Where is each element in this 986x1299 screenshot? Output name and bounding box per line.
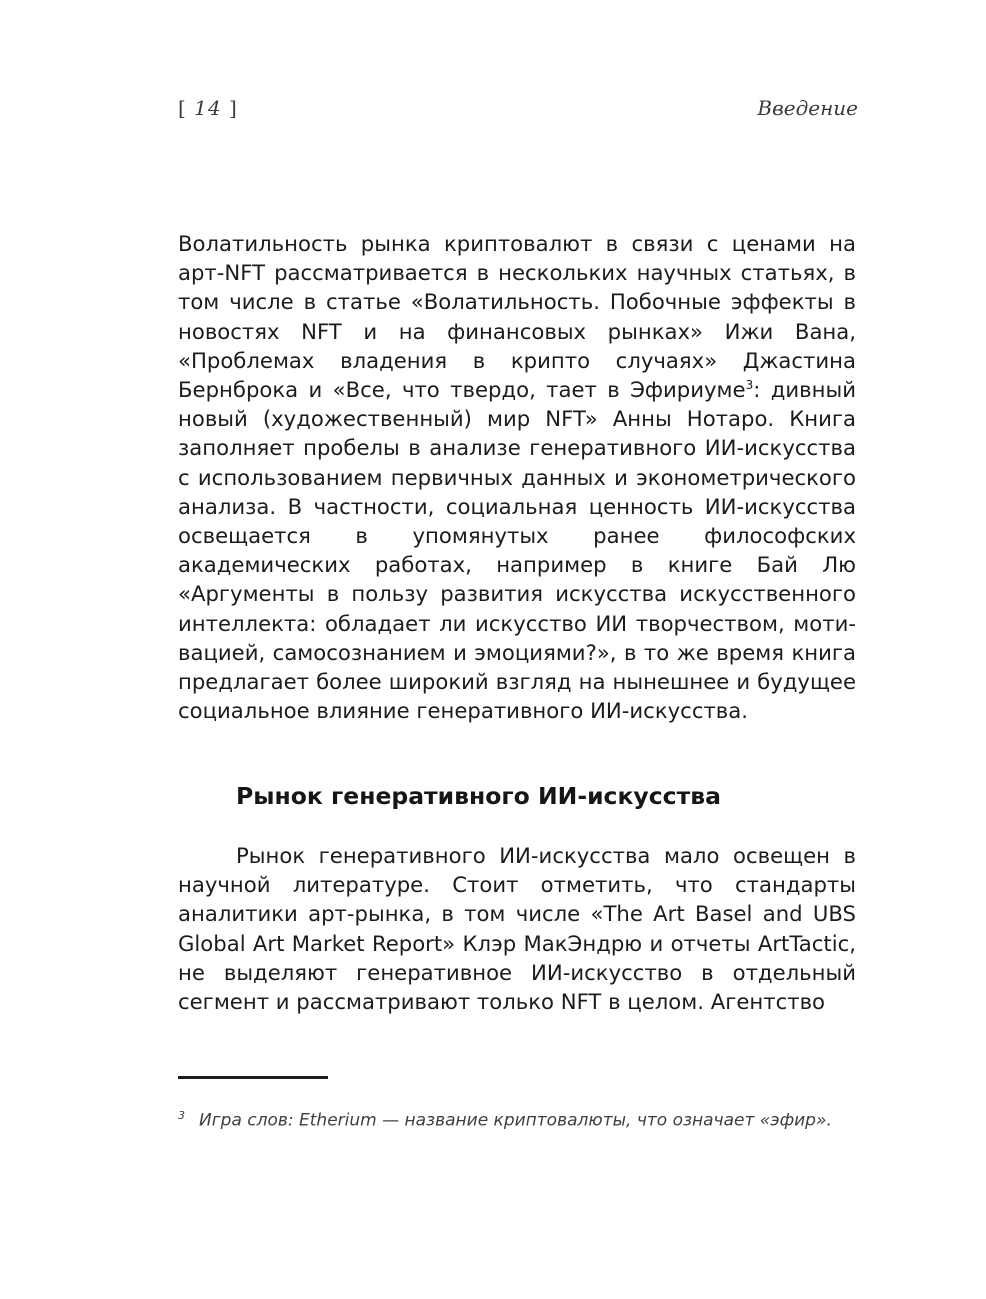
footnote-text: Игра слов: Etherium — название криптовалюты, что означает «эфир». bbox=[199, 1110, 832, 1131]
footnote-number: 3 bbox=[178, 1109, 185, 1122]
page-number: [ 14 ] bbox=[178, 96, 238, 120]
footnote bbox=[178, 1104, 858, 1133]
section-title: Введение bbox=[757, 96, 858, 120]
footnote-divider bbox=[178, 1076, 328, 1079]
body-paragraph: Рынок генеративного ИИ-искусства мало освещен в научной литературе. Стоит отметить, что стандарты аналитики арт-рынка, в том числе «The Art Basel and UBS Global Art Market Report» Клэр МакЭндрю и отчеты ArtTactic, не выделяют генеративное ИИ-искусство в отдельный сегмент и рассматривают только NFT в целом. Агентство bbox=[178, 843, 856, 1015]
footnote-reference: 3 bbox=[745, 377, 754, 392]
body-paragraph: Волатильность рынка криптовалют в связи с ценами на арт-NFT рассматривается в нескольких научных статьях, в том числе в статье «Волатильность. Побочные эффекты в новостях NFT и на финансовых рынках» Ижи Вана, «Проблемах владения в крипто случаях» Джастина Бернброка и «Все, что твердо, тает в Эфириуме$^3$: дивный новый (художественный) мир NFT» Анны Нотаро. Книга заполняет пробелы в анализе генеративного ИИ-искусства с использованием первичных данных и эконометрического анализа. В частности, социальная ценность ИИ-искусства освещается в упомянутых ранее философских академических работах, например в книге Бай Лю «Аргументы в пользу развития искусства искусственного интеллекта: обладает ли искусство ИИ творчеством, мотивацией, самосознанием и эмоциями?», в то же время книга предлагает более широкий взгляд на нынешнее и будущее социальное влияние генеративного ИИ-искусства. bbox=[178, 231, 856, 724]
running-head bbox=[178, 96, 858, 126]
section-heading: Рынок генеративного ИИ-искусства bbox=[236, 782, 721, 810]
